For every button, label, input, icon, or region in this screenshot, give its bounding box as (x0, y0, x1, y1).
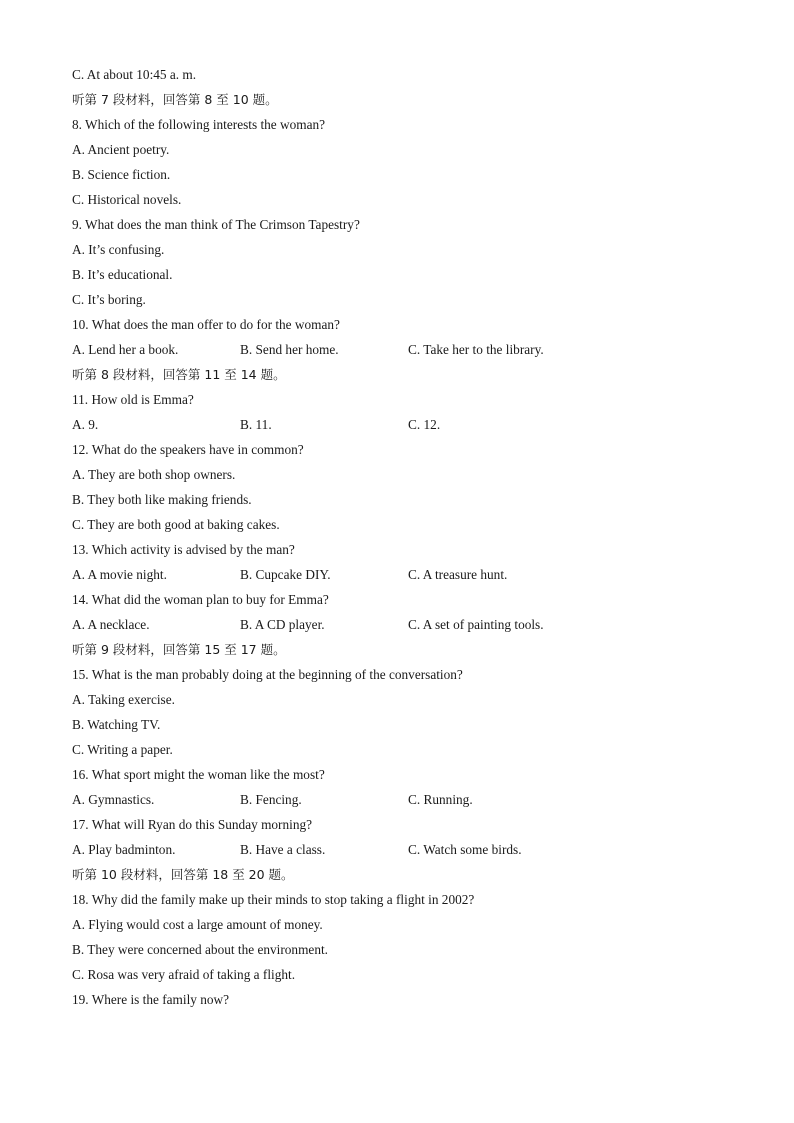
text-line: C. Rosa was very afraid of taking a flight. (72, 967, 296, 982)
text-line: B. Science fiction. (72, 167, 171, 182)
text-line: 18. Why did the family make up their minds to stop taking a flight in 2002? (72, 892, 475, 907)
option-a: A. A movie night. (72, 567, 167, 582)
option-c: C. Running. (408, 792, 473, 807)
text-line: 14. What did the woman plan to buy for Emma? (72, 592, 329, 607)
text-line: A. It’s confusing. (72, 242, 165, 257)
option-c: C. Watch some birds. (408, 842, 522, 857)
section-heading: 听第 7 段材料，回答第 8 至 10 题。 (72, 92, 278, 107)
option-b: B. A CD player. (240, 617, 325, 632)
option-a: A. Lend her a book. (72, 342, 179, 357)
text-line: 11. How old is Emma? (72, 392, 194, 407)
option-a: A. A necklace. (72, 617, 150, 632)
option-b: B. Cupcake DIY. (240, 567, 331, 582)
document-page (72, 62, 752, 1012)
text-line: C. It’s boring. (72, 292, 146, 307)
option-row (72, 412, 752, 437)
option-row (72, 337, 752, 362)
text-line: A. Taking exercise. (72, 692, 175, 707)
option-row (72, 612, 752, 637)
option-c: C. A set of painting tools. (408, 617, 544, 632)
option-row (72, 837, 752, 862)
text-line: C. Writing a paper. (72, 742, 173, 757)
text-line: 17. What will Ryan do this Sunday morning? (72, 817, 313, 832)
option-a: A. Play badminton. (72, 842, 176, 857)
option-b: B. Have a class. (240, 842, 326, 857)
section-heading: 听第 8 段材料，回答第 11 至 14 题。 (72, 367, 286, 382)
option-c: C. Take her to the library. (408, 342, 544, 357)
text-line: C. Historical novels. (72, 192, 182, 207)
option-c: C. A treasure hunt. (408, 567, 508, 582)
section-heading: 听第 10 段材料，回答第 18 至 20 题。 (72, 867, 294, 882)
text-line: A. Ancient poetry. (72, 142, 170, 157)
text-line: B. It’s educational. (72, 267, 173, 282)
option-b: B. 11. (240, 417, 272, 432)
text-line: 12. What do the speakers have in common? (72, 442, 304, 457)
text-line: 9. What does the man think of The Crimson Tapestry? (72, 217, 360, 232)
text-line: A. Flying would cost a large amount of money. (72, 917, 323, 932)
text-line: 10. What does the man offer to do for the woman? (72, 317, 340, 332)
text-line: A. They are both shop owners. (72, 467, 236, 482)
text-line: B. Watching TV. (72, 717, 161, 732)
text-line: 16. What sport might the woman like the most? (72, 767, 325, 782)
text-line: 13. Which activity is advised by the man? (72, 542, 295, 557)
option-b: B. Send her home. (240, 342, 339, 357)
option-c: C. 12. (408, 417, 441, 432)
text-line: 19. Where is the family now? (72, 992, 230, 1007)
text-line: C. They are both good at baking cakes. (72, 517, 280, 532)
option-row (72, 787, 752, 812)
option-a: A. 9. (72, 417, 99, 432)
option-b: B. Fencing. (240, 792, 302, 807)
option-a: A. Gymnastics. (72, 792, 155, 807)
text-line: C. At about 10:45 a. m. (72, 67, 197, 82)
option-row (72, 562, 752, 587)
text-line: B. They were concerned about the environment. (72, 942, 328, 957)
text-line: B. They both like making friends. (72, 492, 252, 507)
section-heading: 听第 9 段材料，回答第 15 至 17 题。 (72, 642, 286, 657)
text-line: 15. What is the man probably doing at the beginning of the conversation? (72, 667, 463, 682)
text-line: 8. Which of the following interests the woman? (72, 117, 326, 132)
